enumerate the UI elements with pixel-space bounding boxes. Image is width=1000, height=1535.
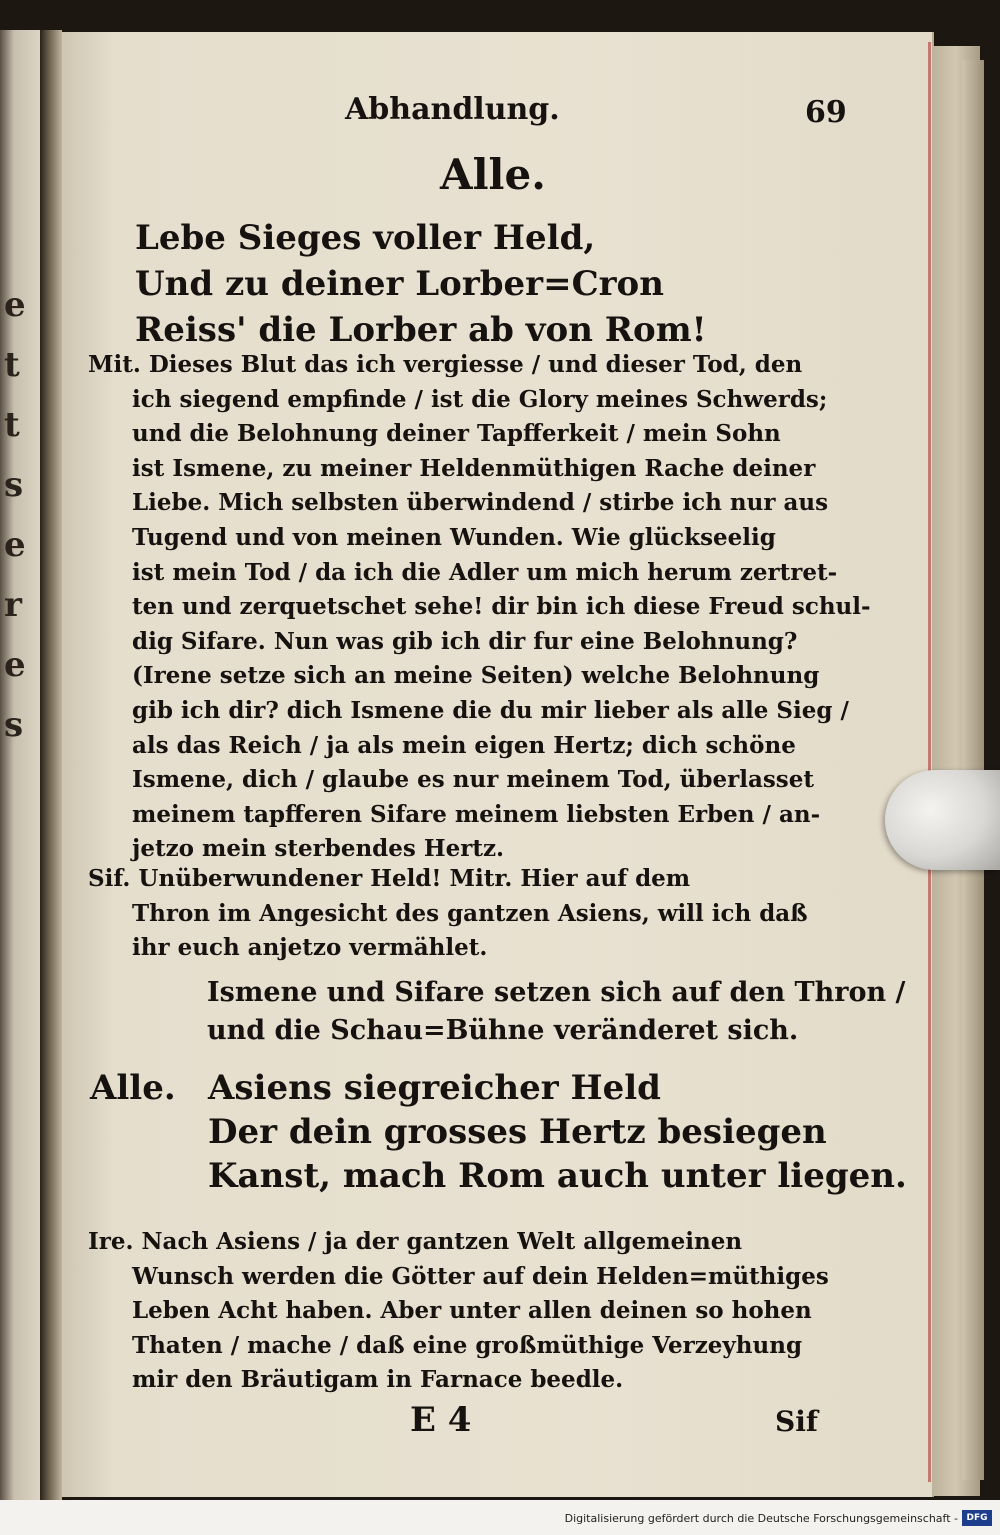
neighbor-page-edge-text (4, 285, 24, 765)
dfg-logo: DFG (962, 1510, 992, 1526)
text-line: Thaten / mache / daß eine großmüthige Verzeyhung (132, 1331, 803, 1359)
text-line: mir den Bräutigam in Farnace beedle. (132, 1366, 624, 1394)
signature-mark: E 4 (410, 1400, 472, 1440)
text-line: ihr euch anjetzo vermählet. (132, 934, 488, 962)
text-line: und die Belohnung deiner Tapfferkeit / mein Sohn (132, 420, 781, 448)
stage-line: und die Schau=Bühne veränderet sich. (207, 1015, 799, 1046)
page-number: 69 (805, 95, 847, 130)
text-line: Wunsch werden die Götter auf dein Helden=müthiges (132, 1262, 829, 1290)
verse-line: Lebe Sieges voller Held, (135, 218, 596, 258)
edge-letter: e (4, 645, 26, 685)
edge-letter: t (4, 345, 20, 385)
mitr-speech (88, 348, 871, 867)
verse-line: Reiss' die Lorber ab von Rom! (135, 310, 707, 350)
neighbor-page (0, 30, 40, 1500)
page-red-edge (928, 42, 931, 1482)
text-line: Ismene, dich / glaube es nur meinem Tod, überlasset (132, 766, 815, 794)
glass-weight (885, 770, 1000, 870)
edge-letter: t (4, 405, 20, 445)
text-line: dig Sifare. Nun was gib ich dir fur eine Belohnung? (132, 627, 798, 655)
text-line: Mit. Dieses Blut das ich vergiesse / und dieser Tod, den (88, 351, 803, 378)
verse-line: Kanst, mach Rom auch unter liegen. (208, 1156, 907, 1196)
edge-letter: e (4, 525, 26, 565)
text-line: Liebe. Mich selbsten überwindend / stirbe ich nur aus (132, 489, 829, 517)
speaker-heading: Alle. (440, 150, 546, 199)
text-line: Ire. Nach Asiens / ja der gantzen Welt allgemeinen (88, 1228, 743, 1255)
text-line: Leben Acht haben. Aber unter allen deinen so hohen (132, 1297, 812, 1325)
catchword: Sif (775, 1405, 818, 1438)
stage-line: Ismene und Sifare setzen sich auf den Thron / (207, 977, 906, 1008)
footer-credit: Digitalisierung gefördert durch die Deutsche Forschungsgemeinschaft - (564, 1512, 958, 1525)
text-line: gib ich dir? dich Ismene die du mir lieber als alle Sieg / (132, 696, 849, 724)
edge-letter: r (4, 585, 22, 625)
text-line: meinem tapfferen Sifare meinem liebsten Erben / an- (132, 800, 821, 828)
verse-line: Asiens siegreicher Held (208, 1068, 661, 1108)
stage-direction (207, 974, 905, 1050)
chorus-verse-1 (135, 215, 707, 353)
speaker-label: Alle. (90, 1068, 176, 1108)
irene-speech (88, 1225, 829, 1398)
text-line: ich siegend empfinde / ist die Glory meines Schwerds; (132, 385, 828, 413)
verse-line: Und zu deiner Lorber=Cron (135, 264, 664, 304)
text-line: als das Reich / ja als mein eigen Hertz; dich schöne (132, 731, 796, 759)
text-line: (Irene setze sich an meine Seiten) welche Belohnung (132, 662, 820, 690)
edge-letter: s (4, 705, 24, 745)
edge-letter: s (4, 465, 24, 505)
text-line: Tugend und von meinen Wunden. Wie glückseelig (132, 523, 776, 551)
text-line: jetzo mein sterbendes Hertz. (132, 835, 505, 863)
text-line: ist mein Tod / da ich die Adler um mich herum zertret- (132, 558, 838, 586)
running-head: Abhandlung. (345, 92, 560, 127)
text-line: ist Ismene, zu meiner Heldenmüthigen Rache deiner (132, 454, 816, 482)
text-line: Sif. Unüberwundener Held! Mitr. Hier auf dem (88, 865, 691, 892)
sif-speech (88, 862, 808, 966)
text-line: ten und zerquetschet sehe! dir bin ich diese Freud schul- (132, 593, 871, 621)
text-line: Thron im Angesicht des gantzen Asiens, will ich daß (132, 899, 808, 927)
verse-line: Der dein grosses Hertz besiegen (208, 1112, 827, 1152)
book-gutter (40, 30, 62, 1500)
edge-letter: e (4, 285, 26, 325)
